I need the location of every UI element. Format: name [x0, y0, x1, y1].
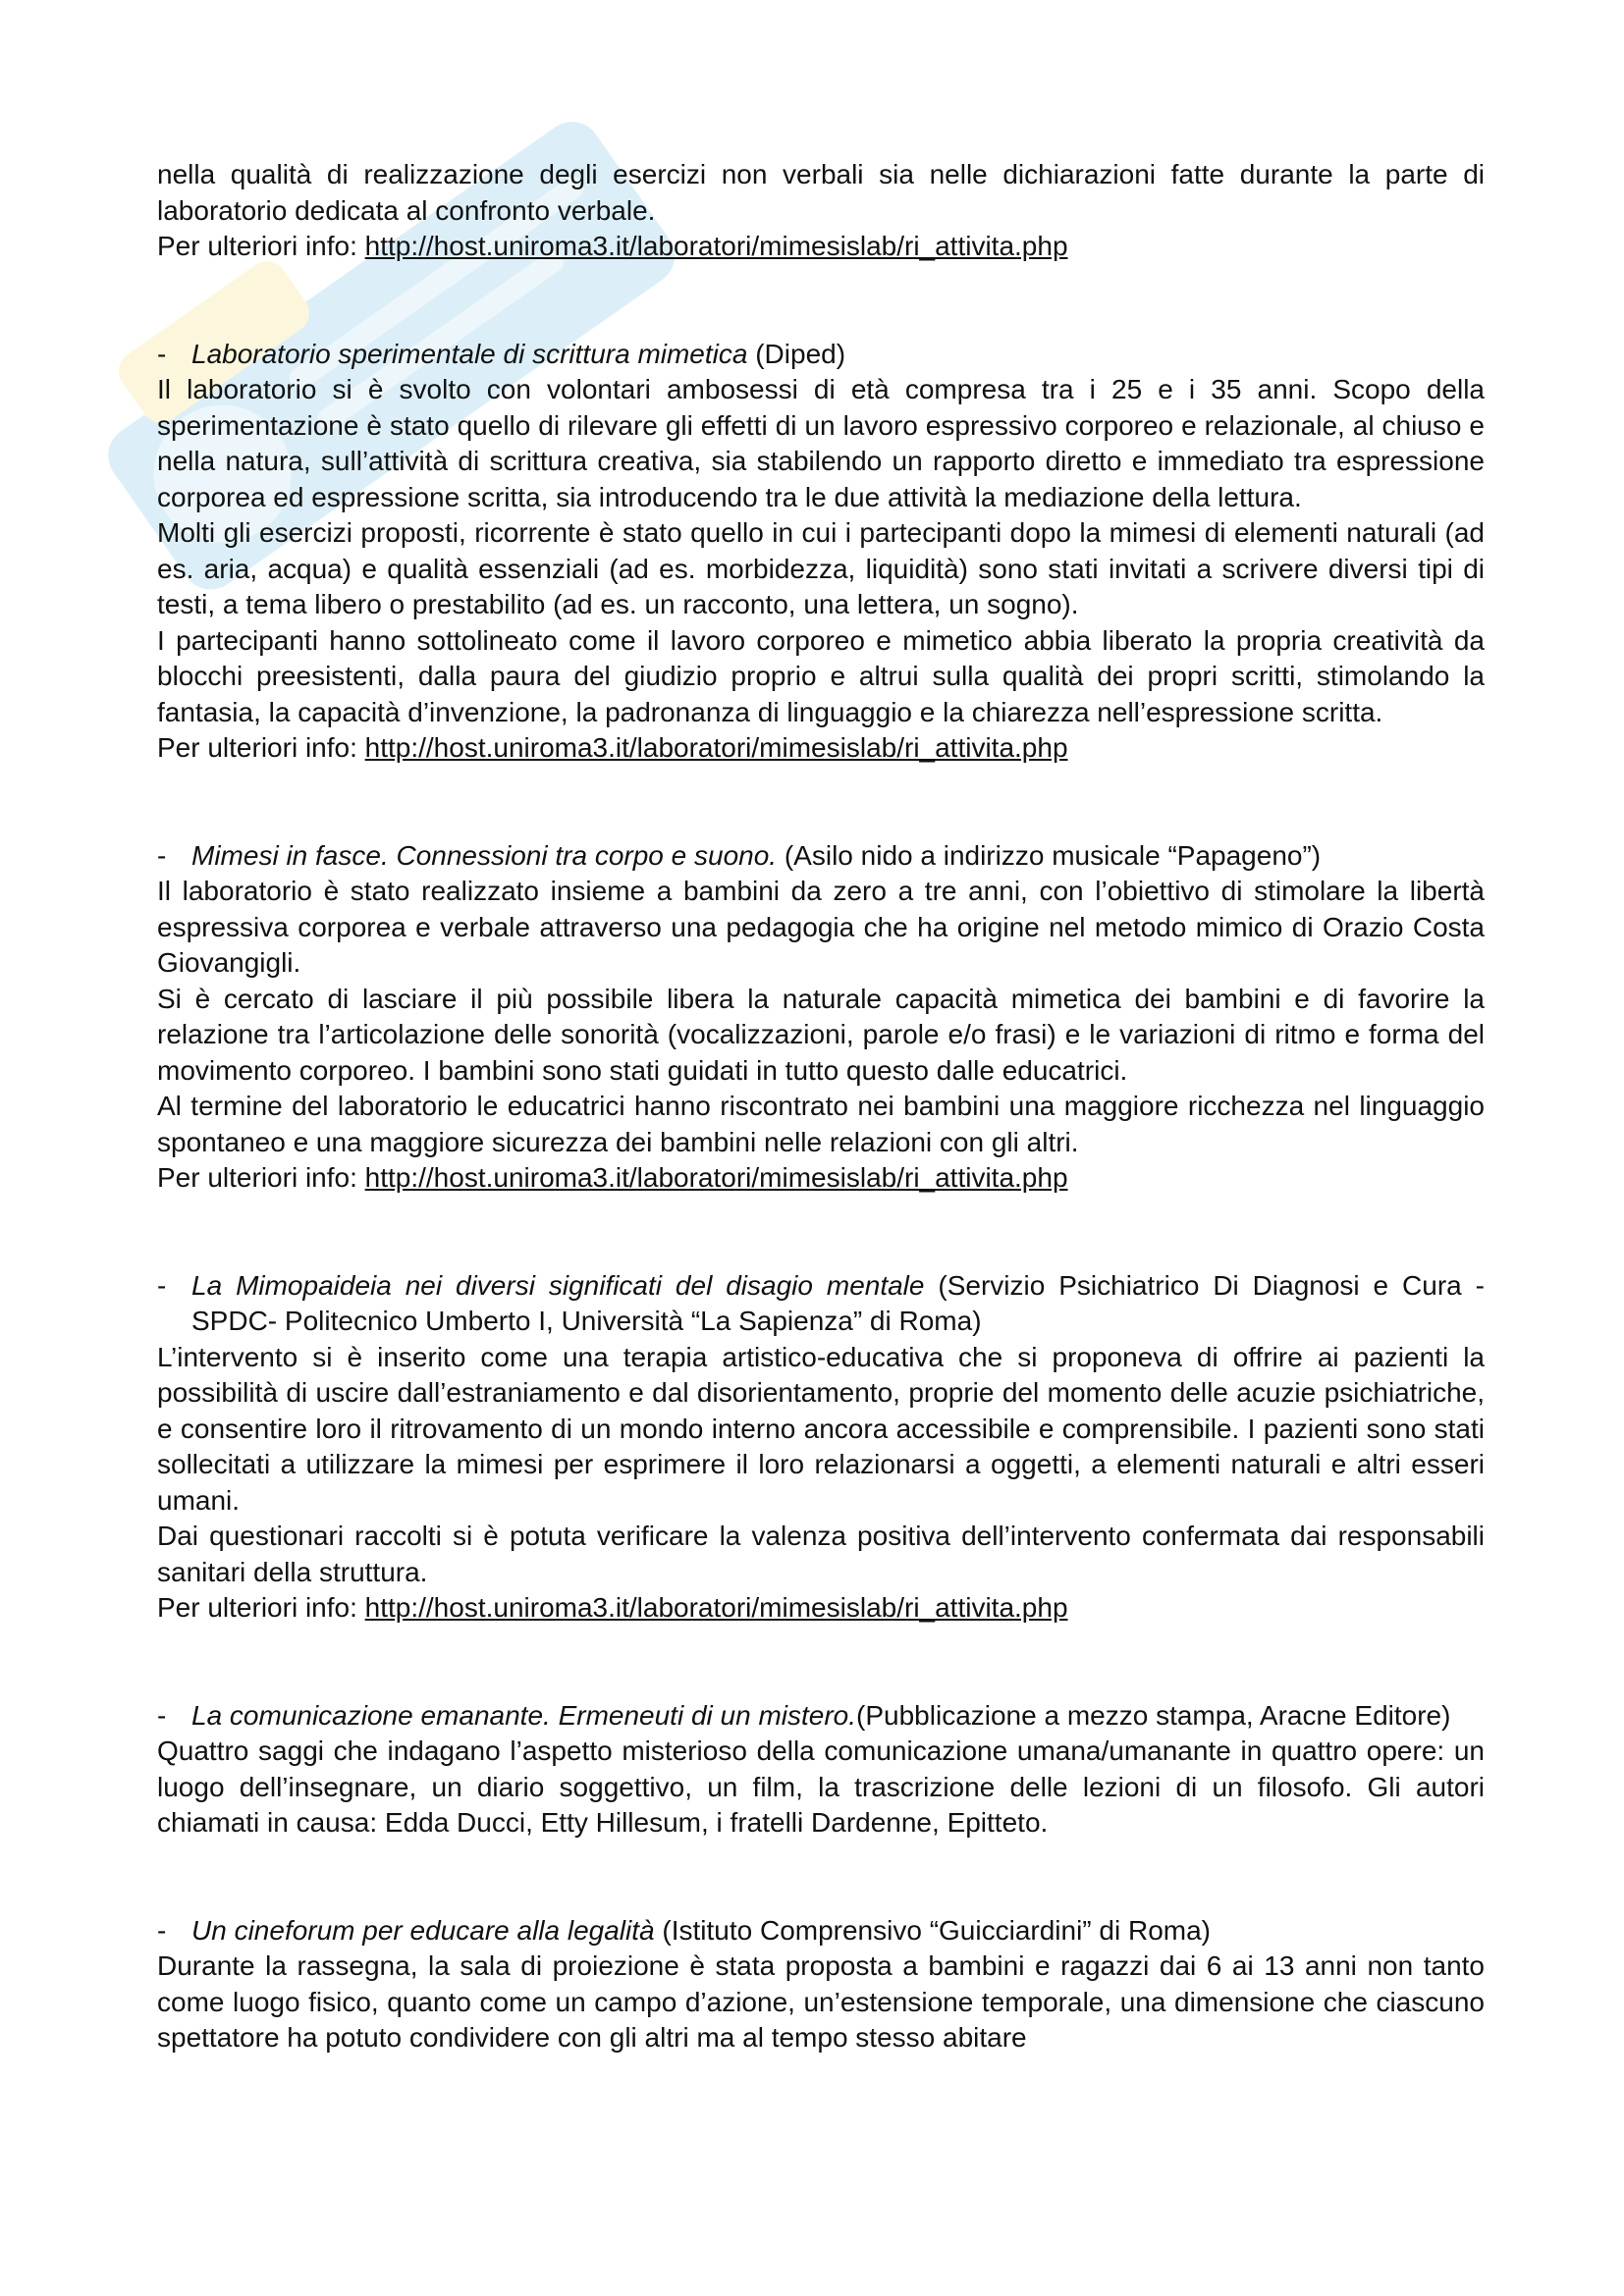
info-label: Per ulteriori info:	[157, 231, 365, 261]
info-link[interactable]: http://host.uniroma3.it/laboratori/mimesislab/ri_attivita.php	[364, 1162, 1068, 1193]
document-body	[157, 157, 1485, 2056]
section-heading	[157, 337, 1485, 373]
section-heading	[157, 1698, 1485, 1735]
activity-section	[157, 337, 1485, 767]
paragraph: Quattro saggi che indagano l’aspetto misterioso della comunicazione umana/umanante in quattro opere: un luogo dell’insegnare, un diario soggettivo, un film, la trascrizione delle lezioni di un filosofo. Gli autori chiamati in causa: Edda Ducci, Etty Hillesum, i fratelli Dardenne, Epitteto.	[157, 1735, 1485, 1838]
section-subtitle: (Asilo nido a indirizzo musicale “Papageno”)	[777, 839, 1322, 871]
info-label: Per ulteriori info:	[157, 732, 365, 763]
paragraph: Al termine del laboratorio le educatrici hanno riscontrato nei bambini una maggiore ricchezza nel linguaggio spontaneo e una maggiore sicurezza dei bambini nelle relazioni con gli altri.	[157, 1091, 1485, 1157]
bullet-dash: -	[157, 1914, 167, 1946]
info-link[interactable]: http://host.uniroma3.it/laboratori/mimesislab/ri_attivita.php	[364, 732, 1068, 763]
paragraph: Si è cercato di lasciare il più possibile libera la naturale capacità mimetica dei bambini e di favorire la relazione tra l’articolazione delle sonorità (vocalizzazioni, parole e/o frasi) e le variazioni di ritmo e forma del movimento corporeo. I bambini sono stati guidati in tutto questo dalle educatrici.	[157, 983, 1485, 1086]
activity-section	[157, 1268, 1485, 1627]
section-title: La comunicazione emanante. Ermeneuti di un mistero.	[191, 1699, 857, 1731]
info-line	[157, 1160, 1485, 1197]
info-line	[157, 1590, 1485, 1627]
paragraph: Molti gli esercizi proposti, ricorrente è stato quello in cui i partecipanti dopo la mimesi di elementi naturali (ad es. aria, acqua) e qualità essenziali (ad es. morbidezza, liquidità) sono stati invitati a scrivere diversi tipi di testi, a tema libero o prestabilito (ad es. un racconto, una lettera, un sogno).	[157, 517, 1485, 619]
paragraph: Il laboratorio è stato realizzato insieme a bambini da zero a tre anni, con l’obiettivo di stimolare la libertà espressiva corporea e verbale attraverso una pedagogia che ha origine nel metodo mimico di Orazio Costa Giovangigli.	[157, 876, 1485, 978]
bullet-dash: -	[157, 1699, 167, 1731]
info-line	[157, 730, 1485, 767]
sections-list	[157, 337, 1485, 2056]
bullet-dash: -	[157, 1269, 167, 1301]
info-label: Per ulteriori info:	[157, 1592, 365, 1623]
section-heading	[157, 1913, 1485, 1949]
paragraph: nella qualità di realizzazione degli esercizi non verbali sia nelle dichiarazioni fatte durante la parte di laboratorio dedicata al confronto verbale.	[157, 159, 1485, 226]
section-title: Mimesi in fasce. Connessioni tra corpo e suono.	[191, 839, 778, 871]
intro-block	[157, 157, 1485, 265]
paragraph: I partecipanti hanno sottolineato come il lavoro corporeo e mimetico abbia liberato la propria creatività da blocchi preesistenti, dalla paura del giudizio proprio e altrui sulla qualità dei propri scritti, stimolando la fantasia, la capacità d’invenzione, la padronanza di linguaggio e la chiarezza nell’espressione scritta.	[157, 624, 1485, 727]
paragraph: Dai questionari raccolti si è potuta verificare la valenza positiva dell’intervento confermata dai responsabili sanitari della struttura.	[157, 1521, 1485, 1587]
section-title: Laboratorio sperimentale di scrittura mimetica	[191, 338, 748, 369]
bullet-dash: -	[157, 338, 167, 369]
section-subtitle: (Diped)	[747, 338, 846, 369]
paragraph: Il laboratorio si è svolto con volontari ambosessi di età compresa tra i 25 e i 35 anni. Scopo della sperimentazione è stato quello di rilevare gli effetti di un lavoro espressivo corporeo e relazionale, al chiuso e nella natura, sull’attività di scrittura creativa, sia stabilendo un rapporto diretto e immediato tra espressione corporea ed espressione scritta, sia introducendo tra le due attività la mediazione della lettura.	[157, 374, 1485, 512]
section-heading	[157, 838, 1485, 875]
section-title: Un cineforum per educare alla legalità	[191, 1914, 655, 1946]
info-link[interactable]: http://host.uniroma3.it/laboratori/mimesislab/ri_attivita.php	[364, 231, 1068, 261]
section-subtitle: (Istituto Comprensivo “Guicciardini” di Roma)	[654, 1914, 1211, 1946]
activity-section	[157, 1698, 1485, 1842]
section-title: La Mimopaideia nei diversi significati del disagio mentale	[191, 1269, 925, 1301]
info-line	[157, 229, 1485, 265]
info-label: Per ulteriori info:	[157, 1162, 365, 1193]
section-subtitle: (Servizio Psichiatrico Di Diagnosi e Cura - SPDC- Politecnico Umberto I, Università “La Sapienza” di Roma)	[191, 1269, 1485, 1336]
activity-section	[157, 1913, 1485, 2056]
section-heading	[157, 1268, 1485, 1340]
bullet-dash: -	[157, 839, 167, 871]
info-link[interactable]: http://host.uniroma3.it/laboratori/mimesislab/ri_attivita.php	[364, 1592, 1068, 1623]
paragraph: L’intervento si è inserito come una terapia artistico-educativa che si proponeva di offrire ai pazienti la possibilità di uscire dall’estraniamento e dal disorientamento, proprie del momento delle acuzie psichiatriche, e consentire loro il ritrovamento di un mondo interno ancora accessibile e comprensibile. I pazienti sono stati sollecitati a utilizzare la mimesi per esprimere il loro relazionarsi a oggetti, a elementi naturali e altri esseri umani.	[157, 1341, 1485, 1516]
activity-section	[157, 838, 1485, 1197]
paragraph: Durante la rassegna, la sala di proiezione è stata proposta a bambini e ragazzi dai 6 ai 13 anni non tanto come luogo fisico, quanto come un campo d’azione, un’estensione temporale, una dimensione che ciascuno spettatore ha potuto condividere con gli altri ma al tempo stesso abitare	[157, 1950, 1485, 2053]
section-subtitle: (Pubblicazione a mezzo stampa, Aracne Editore)	[856, 1699, 1451, 1731]
